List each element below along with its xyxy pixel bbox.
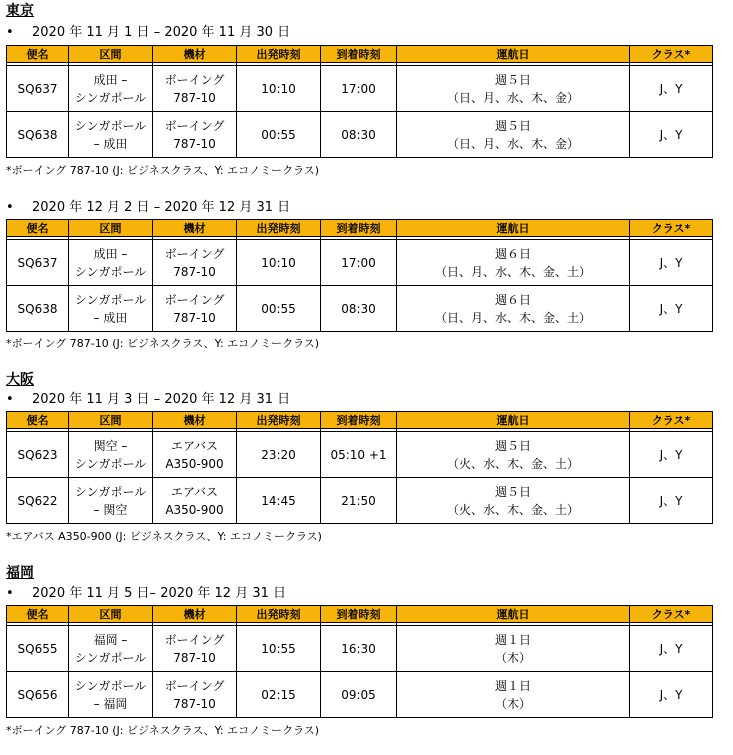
col-flight-header: 便名 [7, 46, 69, 63]
table-row [7, 112, 713, 158]
table-row [7, 286, 713, 332]
col-flight-header: 便名 [7, 412, 69, 429]
col-days-header: 運航日 [397, 220, 630, 237]
col-arrival-header: 到着時刻 [321, 606, 397, 623]
table-row [7, 432, 713, 478]
operating-days: 週６日 （日、月、水、木、金、土） [397, 286, 630, 332]
arrival-time: 16:30 [321, 626, 397, 672]
route-cell: シンガポール – 成田 [69, 112, 153, 158]
aircraft-cell: ボーイング 787-10 [153, 286, 237, 332]
bullet-icon: • [6, 392, 14, 407]
arrival-time: 05:10 +1 [321, 432, 397, 478]
bullet-icon: • [6, 200, 14, 215]
col-aircraft-header: 機材 [153, 606, 237, 623]
arrival-time: 09:05 [321, 672, 397, 718]
col-departure-header: 出発時刻 [237, 606, 321, 623]
col-aircraft-header: 機材 [153, 412, 237, 429]
flight-number: SQ623 [7, 432, 69, 478]
col-days-header: 運航日 [397, 46, 630, 63]
class-cell: J、Y [630, 66, 713, 112]
col-route-header: 区間 [69, 412, 153, 429]
col-class-header: クラス* [630, 220, 713, 237]
period-line [6, 200, 290, 216]
operating-days: 週５日 （日、月、水、木、金） [397, 66, 630, 112]
route-cell: 福岡 – シンガポール [69, 626, 153, 672]
operating-days: 週１日 （木） [397, 672, 630, 718]
class-cell: J、Y [630, 112, 713, 158]
arrival-time: 21:50 [321, 478, 397, 524]
period-line [6, 392, 290, 408]
route-cell: 関空 – シンガポール [69, 432, 153, 478]
route-cell: 成田 – シンガポール [69, 240, 153, 286]
footnote: *ボーイング 787-10 (J: ビジネスクラス、Y: エコノミークラス) [6, 337, 320, 350]
aircraft-cell: ボーイング 787-10 [153, 112, 237, 158]
departure-time: 00:55 [237, 112, 321, 158]
flight-number: SQ638 [7, 112, 69, 158]
col-class-header: クラス* [630, 412, 713, 429]
route-cell: シンガポール – 福岡 [69, 672, 153, 718]
table-row [7, 66, 713, 112]
operating-days: 週６日 （日、月、水、木、金、土） [397, 240, 630, 286]
col-route-header: 区間 [69, 606, 153, 623]
table-row [7, 672, 713, 718]
col-arrival-header: 到着時刻 [321, 46, 397, 63]
flight-number: SQ637 [7, 240, 69, 286]
period-text: 2020 年 11 月 3 日 – 2020 年 12 月 31 日 [32, 392, 291, 407]
table-row [7, 240, 713, 286]
aircraft-cell: エアバス A350-900 [153, 478, 237, 524]
operating-days: 週１日 （木） [397, 626, 630, 672]
col-departure-header: 出発時刻 [237, 412, 321, 429]
departure-time: 23:20 [237, 432, 321, 478]
departure-time: 14:45 [237, 478, 321, 524]
operating-days: 週５日 （日、月、水、木、金） [397, 112, 630, 158]
period-line [6, 586, 286, 602]
class-cell: J、Y [630, 478, 713, 524]
period-line [6, 25, 290, 41]
header-row [7, 46, 713, 63]
arrival-time: 08:30 [321, 286, 397, 332]
footnote: *ボーイング 787-10 (J: ビジネスクラス、Y: エコノミークラス) [6, 164, 320, 177]
col-class-header: クラス* [630, 46, 713, 63]
flight-number: SQ637 [7, 66, 69, 112]
schedule-table [6, 45, 713, 158]
header-row [7, 412, 713, 429]
class-cell: J、Y [630, 672, 713, 718]
flight-number: SQ655 [7, 626, 69, 672]
aircraft-cell: ボーイング 787-10 [153, 626, 237, 672]
aircraft-cell: ボーイング 787-10 [153, 672, 237, 718]
city-heading-tokyo: 東京 [6, 3, 34, 19]
route-cell: シンガポール – 関空 [69, 478, 153, 524]
flight-number: SQ622 [7, 478, 69, 524]
period-text: 2020 年 12 月 2 日 – 2020 年 12 月 31 日 [32, 200, 291, 215]
period-text: 2020 年 11 月 5 日– 2020 年 12 月 31 日 [32, 586, 287, 601]
col-aircraft-header: 機材 [153, 46, 237, 63]
table-row [7, 478, 713, 524]
col-aircraft-header: 機材 [153, 220, 237, 237]
col-arrival-header: 到着時刻 [321, 412, 397, 429]
city-heading-fukuoka: 福岡 [6, 565, 34, 581]
flight-number: SQ638 [7, 286, 69, 332]
col-route-header: 区間 [69, 46, 153, 63]
col-days-header: 運航日 [397, 606, 630, 623]
route-cell: 成田 – シンガポール [69, 66, 153, 112]
departure-time: 02:15 [237, 672, 321, 718]
operating-days: 週５日 （火、水、木、金、土） [397, 478, 630, 524]
aircraft-cell: ボーイング 787-10 [153, 240, 237, 286]
arrival-time: 17:00 [321, 66, 397, 112]
schedule-table [6, 411, 713, 524]
footnote: *エアバス A350-900 (J: ビジネスクラス、Y: エコノミークラス) [6, 530, 322, 543]
aircraft-cell: エアバス A350-900 [153, 432, 237, 478]
aircraft-cell: ボーイング 787-10 [153, 66, 237, 112]
operating-days: 週５日 （火、水、木、金、土） [397, 432, 630, 478]
class-cell: J、Y [630, 432, 713, 478]
bullet-icon: • [6, 25, 14, 40]
col-arrival-header: 到着時刻 [321, 220, 397, 237]
bullet-icon: • [6, 586, 14, 601]
schedule-table [6, 219, 713, 332]
col-class-header: クラス* [630, 606, 713, 623]
col-departure-header: 出発時刻 [237, 46, 321, 63]
col-flight-header: 便名 [7, 220, 69, 237]
class-cell: J、Y [630, 286, 713, 332]
col-route-header: 区間 [69, 220, 153, 237]
period-text: 2020 年 11 月 1 日 – 2020 年 11 月 30 日 [32, 25, 291, 40]
departure-time: 10:10 [237, 240, 321, 286]
flight-number: SQ656 [7, 672, 69, 718]
departure-time: 00:55 [237, 286, 321, 332]
departure-time: 10:55 [237, 626, 321, 672]
col-days-header: 運航日 [397, 412, 630, 429]
arrival-time: 08:30 [321, 112, 397, 158]
city-heading-osaka: 大阪 [6, 372, 34, 388]
class-cell: J、Y [630, 626, 713, 672]
table-row [7, 626, 713, 672]
route-cell: シンガポール – 成田 [69, 286, 153, 332]
schedule-table [6, 605, 713, 718]
header-row [7, 220, 713, 237]
arrival-time: 17:00 [321, 240, 397, 286]
header-row [7, 606, 713, 623]
departure-time: 10:10 [237, 66, 321, 112]
col-flight-header: 便名 [7, 606, 69, 623]
class-cell: J、Y [630, 240, 713, 286]
col-departure-header: 出発時刻 [237, 220, 321, 237]
footnote: *ボーイング 787-10 (J: ビジネスクラス、Y: エコノミークラス) [6, 724, 320, 737]
